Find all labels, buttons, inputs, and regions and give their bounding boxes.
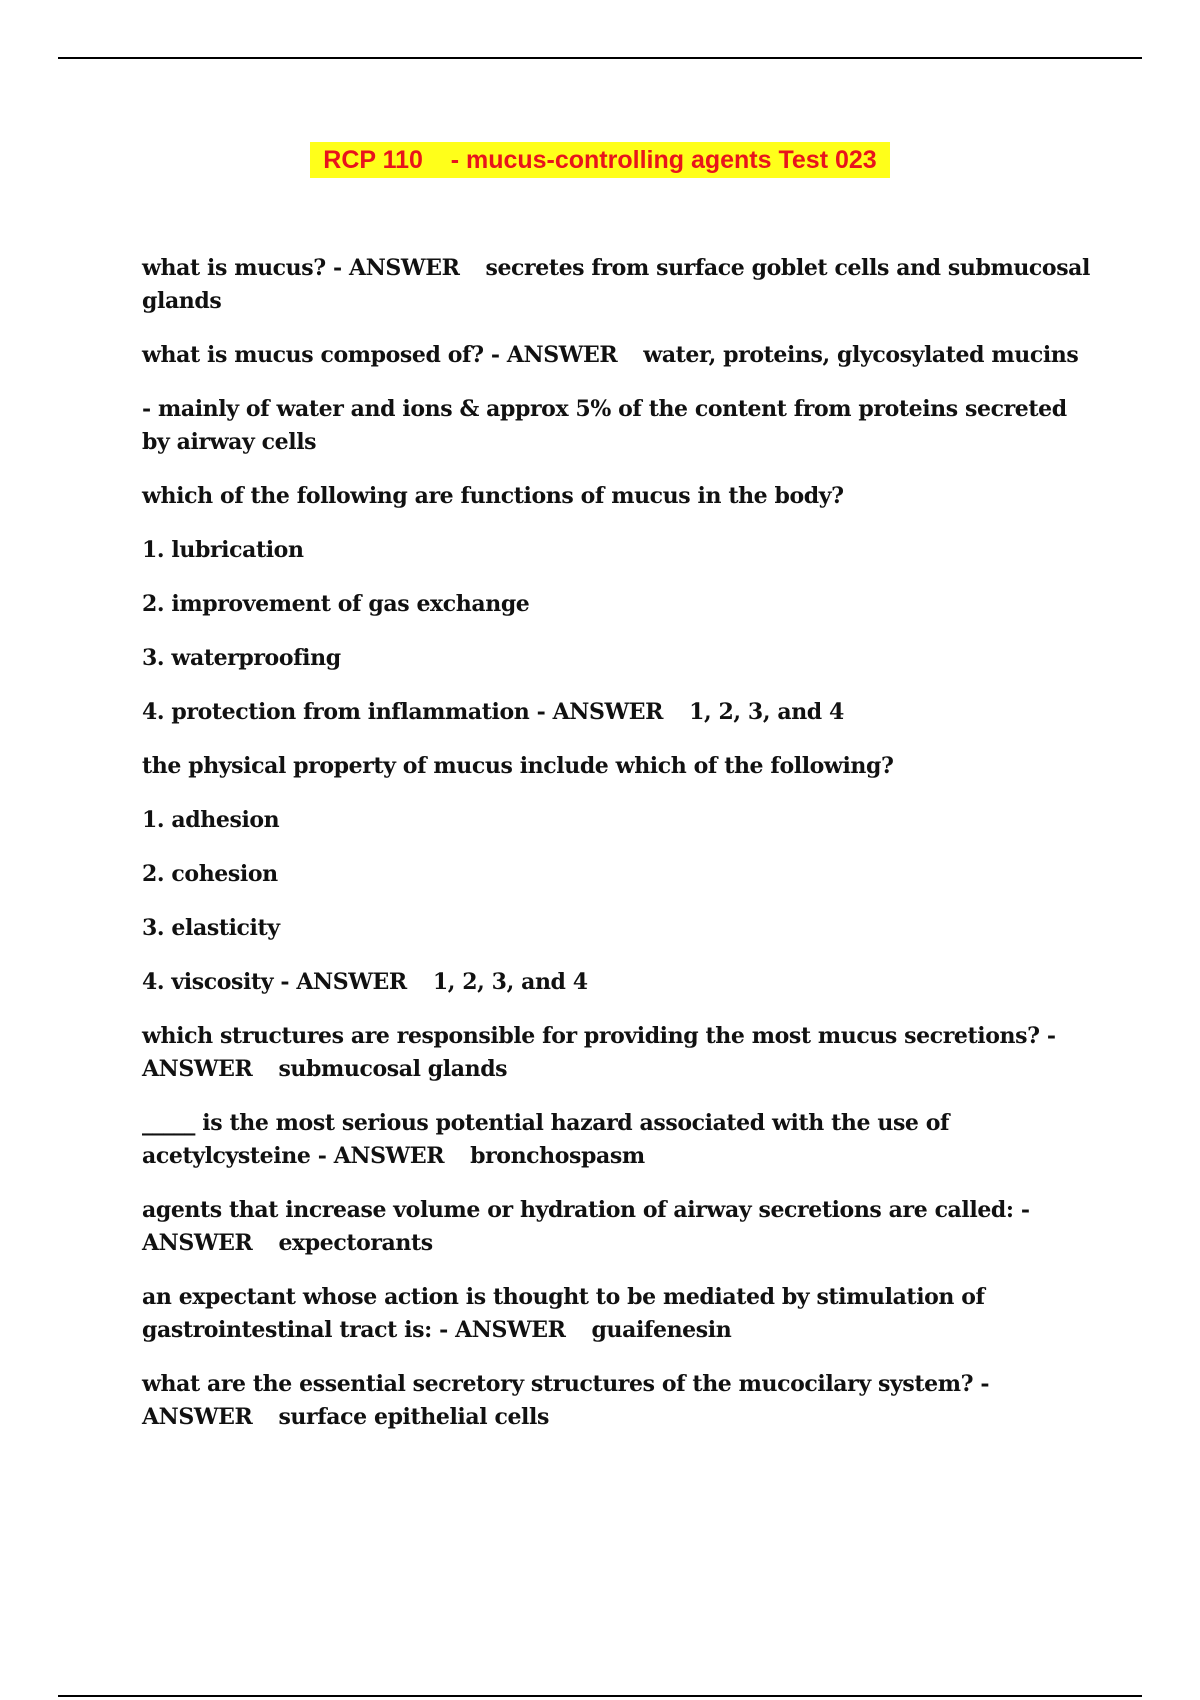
question-text: 1. lubrication bbox=[142, 537, 304, 563]
question-text: 2. improvement of gas exchange bbox=[142, 591, 530, 617]
question-text: which of the following are functions of mucus in the body? bbox=[142, 483, 844, 509]
answer-text: guaifenesin bbox=[591, 1317, 732, 1343]
qa-item bbox=[142, 339, 1092, 372]
qa-item bbox=[142, 966, 1092, 999]
question-line bbox=[142, 912, 1092, 945]
question-text: 1. adhesion bbox=[142, 807, 280, 833]
answer-text: bronchospasm bbox=[470, 1143, 645, 1169]
answer-text: water, proteins, glycosylated mucins bbox=[643, 342, 1079, 368]
question-text: what is mucus? bbox=[142, 255, 326, 281]
answer-label: - ANSWER bbox=[317, 1143, 445, 1169]
question-text: - mainly of water and ions & approx 5% of the content from proteins secreted by airway cells bbox=[142, 396, 1074, 455]
answer-label: - ANSWER bbox=[439, 1317, 566, 1343]
question-text: 2. cohesion bbox=[142, 861, 278, 887]
question-text: 4. protection from inflammation bbox=[142, 699, 530, 725]
answer-label: - ANSWER bbox=[536, 699, 664, 725]
answer-text: 1, 2, 3, and 4 bbox=[432, 969, 588, 995]
answer-label: - ANSWER bbox=[333, 255, 460, 281]
qa-item bbox=[142, 1020, 1092, 1086]
answer-text: 1, 2, 3, and 4 bbox=[689, 699, 844, 725]
question-text: what is mucus composed of? bbox=[142, 342, 484, 368]
question-line bbox=[142, 804, 1092, 837]
question-text: 3. waterproofing bbox=[142, 645, 341, 671]
question-line bbox=[142, 588, 1092, 621]
footer-rule bbox=[58, 1695, 1142, 1697]
question-line bbox=[142, 534, 1092, 567]
qa-item bbox=[142, 252, 1098, 318]
question-text: 4. viscosity bbox=[142, 969, 274, 995]
answer-text: expectorants bbox=[278, 1230, 433, 1256]
qa-item bbox=[142, 1368, 1092, 1434]
question-line bbox=[142, 750, 1092, 783]
title-container bbox=[0, 142, 1200, 178]
question-text: the physical property of mucus include which of the following? bbox=[142, 753, 894, 779]
question-text: which structures are responsible for providing the most mucus secretions? bbox=[142, 1023, 1040, 1049]
qa-item bbox=[142, 1194, 1092, 1260]
answer-label: - ANSWER bbox=[280, 969, 407, 995]
qa-item bbox=[142, 1107, 1092, 1173]
document-title: RCP 110 - mucus-controlling agents Test 023 bbox=[310, 142, 889, 178]
question-text: what are the essential secretory structures of the mucocilary system? bbox=[142, 1371, 974, 1397]
header-rule bbox=[58, 57, 1142, 59]
question-text: 3. elasticity bbox=[142, 915, 280, 941]
answer-label: - ANSWER bbox=[142, 1371, 997, 1430]
question-line bbox=[142, 858, 1092, 891]
question-line bbox=[142, 480, 1092, 513]
question-text: an expectant whose action is thought to be mediated by stimulation of gastrointestinal tract is: bbox=[142, 1284, 992, 1343]
qa-item bbox=[142, 1281, 1092, 1347]
qa-content bbox=[142, 252, 1098, 1455]
question-text: _____ is the most serious potential hazard associated with the use of acetylcysteine bbox=[142, 1110, 957, 1169]
answer-text: submucosal glands bbox=[278, 1056, 508, 1082]
question-line bbox=[142, 642, 1092, 675]
question-line bbox=[142, 393, 1092, 459]
answer-label: - ANSWER bbox=[490, 342, 618, 368]
answer-text: surface epithelial cells bbox=[278, 1404, 549, 1430]
answer-text: secretes from surface goblet cells and submucosal glands bbox=[142, 255, 1098, 314]
qa-item bbox=[142, 696, 1092, 729]
question-text: agents that increase volume or hydration of airway secretions are called: bbox=[142, 1197, 1014, 1223]
answer-label: - ANSWER bbox=[142, 1023, 1063, 1082]
answer-label: - ANSWER bbox=[142, 1197, 1037, 1256]
